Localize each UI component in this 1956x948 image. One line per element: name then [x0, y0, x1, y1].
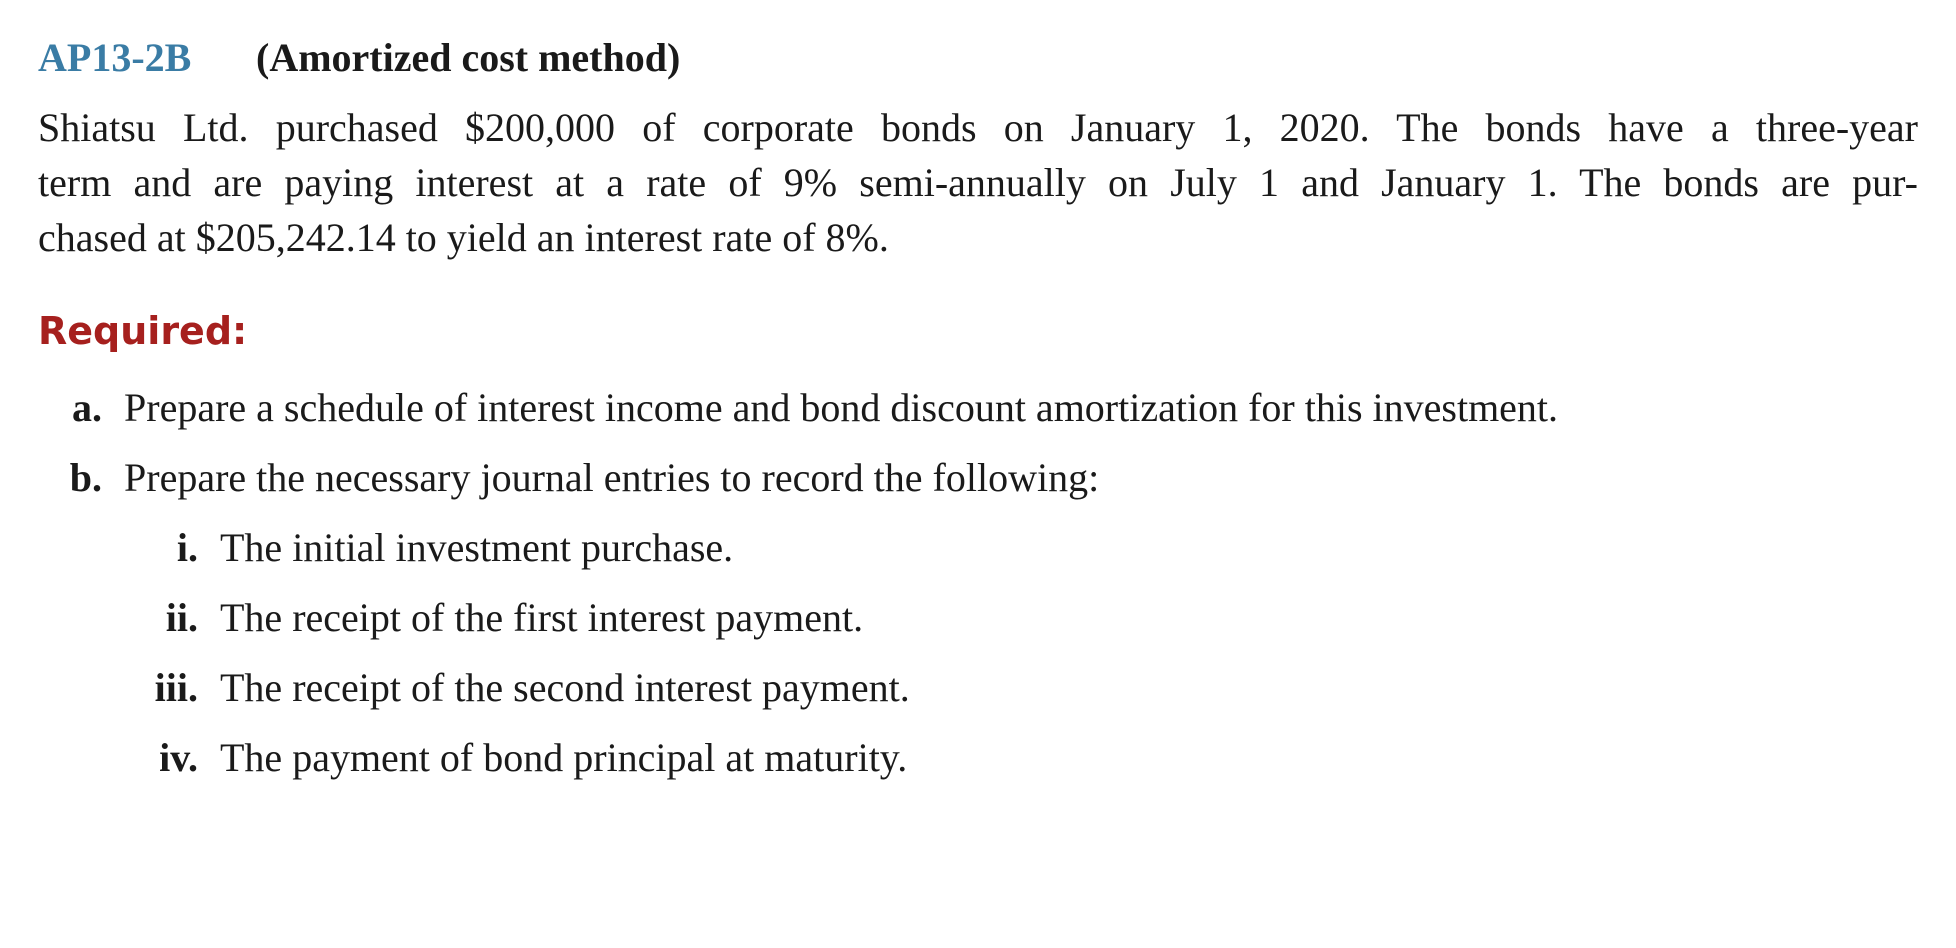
problem-heading: [38, 28, 1918, 88]
subitem-marker: iv.: [159, 735, 198, 780]
required-subitem-ii: [38, 583, 1918, 653]
required-subitem-iv: [38, 723, 1918, 793]
subitem-marker: iii.: [154, 665, 198, 710]
required-item-a: [38, 373, 1918, 443]
problem-title: (Amortized cost method): [256, 35, 681, 80]
item-text: Prepare the necessary journal entries to record the following:: [124, 455, 1100, 500]
subitem-text: The receipt of the second interest payment.: [220, 665, 910, 710]
subitem-marker: i.: [176, 525, 198, 570]
required-item-b: [38, 443, 1918, 513]
problem-body-line: Shiatsu Ltd. purchased $200,000 of corporate bonds on January 1, 2020. The bonds have a three-year: [38, 105, 1918, 150]
problem-body: [38, 100, 1918, 265]
item-marker: a.: [72, 385, 102, 430]
subitem-text: The receipt of the first interest payment.: [220, 595, 864, 640]
problem-code: AP13-2B: [38, 35, 192, 80]
problem-body-line: chased at $205,242.14 to yield an interest rate of 8%.: [38, 215, 889, 260]
problem-body-line: term and are paying interest at a rate of 9% semi-annually on July 1 and January 1. The bonds are pur-: [38, 160, 1918, 205]
required-heading: Required:: [38, 309, 248, 353]
required-list: [38, 373, 1918, 793]
subitem-text: The initial investment purchase.: [220, 525, 734, 570]
item-marker: b.: [69, 455, 102, 500]
subitem-marker: ii.: [165, 595, 198, 640]
required-subitem-i: [38, 513, 1918, 583]
problem-page: [38, 28, 1918, 793]
item-text: Prepare a schedule of interest income and bond discount amortization for this investment.: [124, 385, 1559, 430]
required-subitem-iii: [38, 653, 1918, 723]
subitem-text: The payment of bond principal at maturity.: [220, 735, 908, 780]
